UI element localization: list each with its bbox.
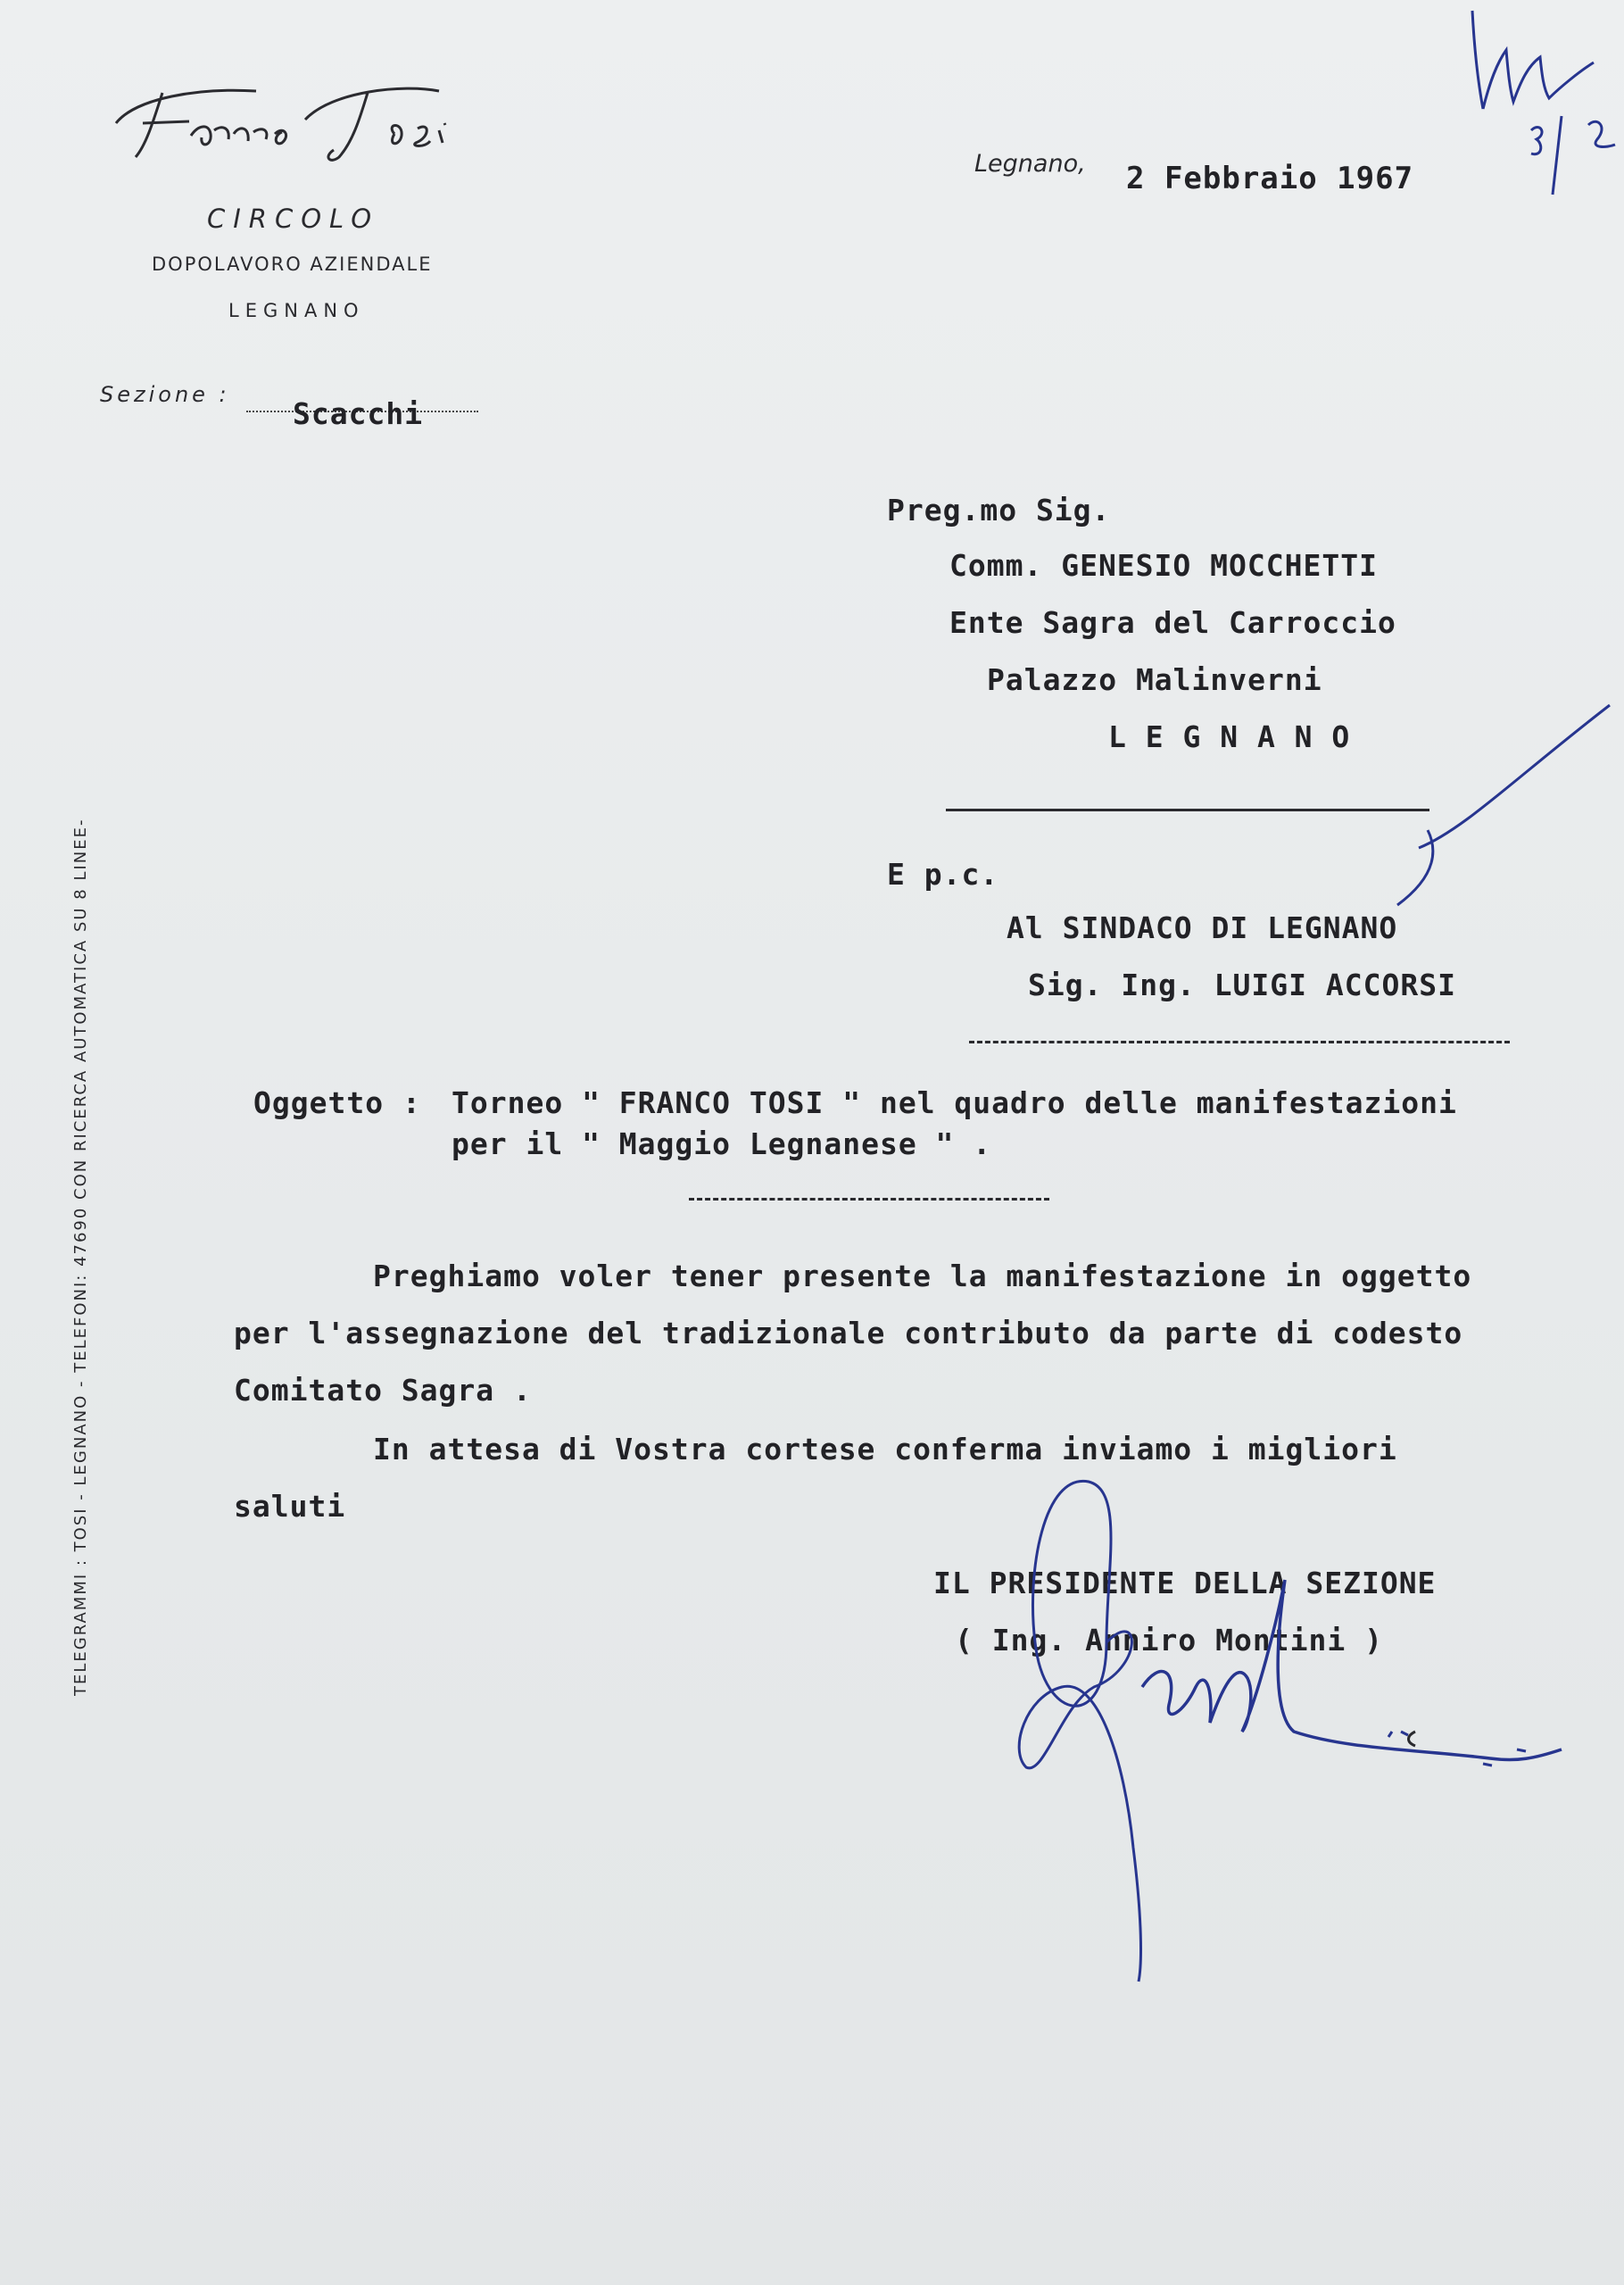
body-paragraph-1-line-2: per l'assegnazione del tradizionale contributo da parte di codesto [234, 1316, 1463, 1350]
recipient-salutation: Preg.mo Sig. [887, 493, 1111, 528]
section-value: Scacchi [293, 396, 424, 431]
subject-underline [689, 1198, 1049, 1201]
date-place: Legnano, [974, 150, 1086, 178]
cc-underline [969, 1041, 1510, 1043]
letter-date: 2 Febbraio 1967 [1126, 161, 1414, 196]
body-paragraph-2-line-2: saluti [234, 1489, 346, 1524]
cc-recipient-2: Sig. Ing. LUIGI ACCORSI [1028, 968, 1456, 1002]
recipient-name: Comm. GENESIO MOCCHETTI [949, 548, 1378, 583]
check-mark-ink [1392, 696, 1624, 919]
signature-name: ( Ing. Anniro Montini ) [955, 1623, 1383, 1658]
recipient-address: Palazzo Malinverni [987, 662, 1322, 697]
letterhead-side-text: TELEGRAMMI : TOSI - LEGNANO - TELEFONI: 47690 CON RICERCA AUTOMATICA SU 8 LINEE- [71, 818, 90, 1696]
handwritten-signature [1008, 1464, 1579, 1999]
letterhead-city: LEGNANO [228, 300, 365, 321]
section-label: Sezione : [100, 382, 230, 407]
body-paragraph-2-line-1: In attesa di Vostra cortese conferma inviamo i migliori [373, 1432, 1397, 1467]
body-paragraph-1-line-1: Preghiamo voler tener presente la manifestazione in oggetto [373, 1259, 1472, 1293]
letterhead-subtitle: DOPOLAVORO AZIENDALE [152, 253, 433, 275]
signature-title: IL PRESIDENTE DELLA SEZIONE [933, 1566, 1437, 1600]
handwritten-annotation [1454, 0, 1624, 205]
subject-line-2: per il " Maggio Legnanese " . [452, 1126, 992, 1161]
subject-line-1: Torneo " FRANCO TOSI " nel quadro delle manifestazioni [452, 1085, 1457, 1120]
recipient-underline [946, 809, 1429, 811]
cc-recipient-1: Al SINDACO DI LEGNANO [1007, 910, 1398, 945]
letterhead-circolo: CIRCOLO [207, 204, 380, 234]
body-paragraph-1-line-3: Comitato Sagra . [234, 1373, 532, 1408]
franco-tosi-logo [100, 71, 519, 179]
recipient-organization: Ente Sagra del Carroccio [949, 605, 1396, 640]
recipient-city: L E G N A N O [1108, 719, 1351, 754]
cc-label: E p.c. [887, 857, 999, 892]
subject-label: Oggetto : [253, 1085, 421, 1120]
